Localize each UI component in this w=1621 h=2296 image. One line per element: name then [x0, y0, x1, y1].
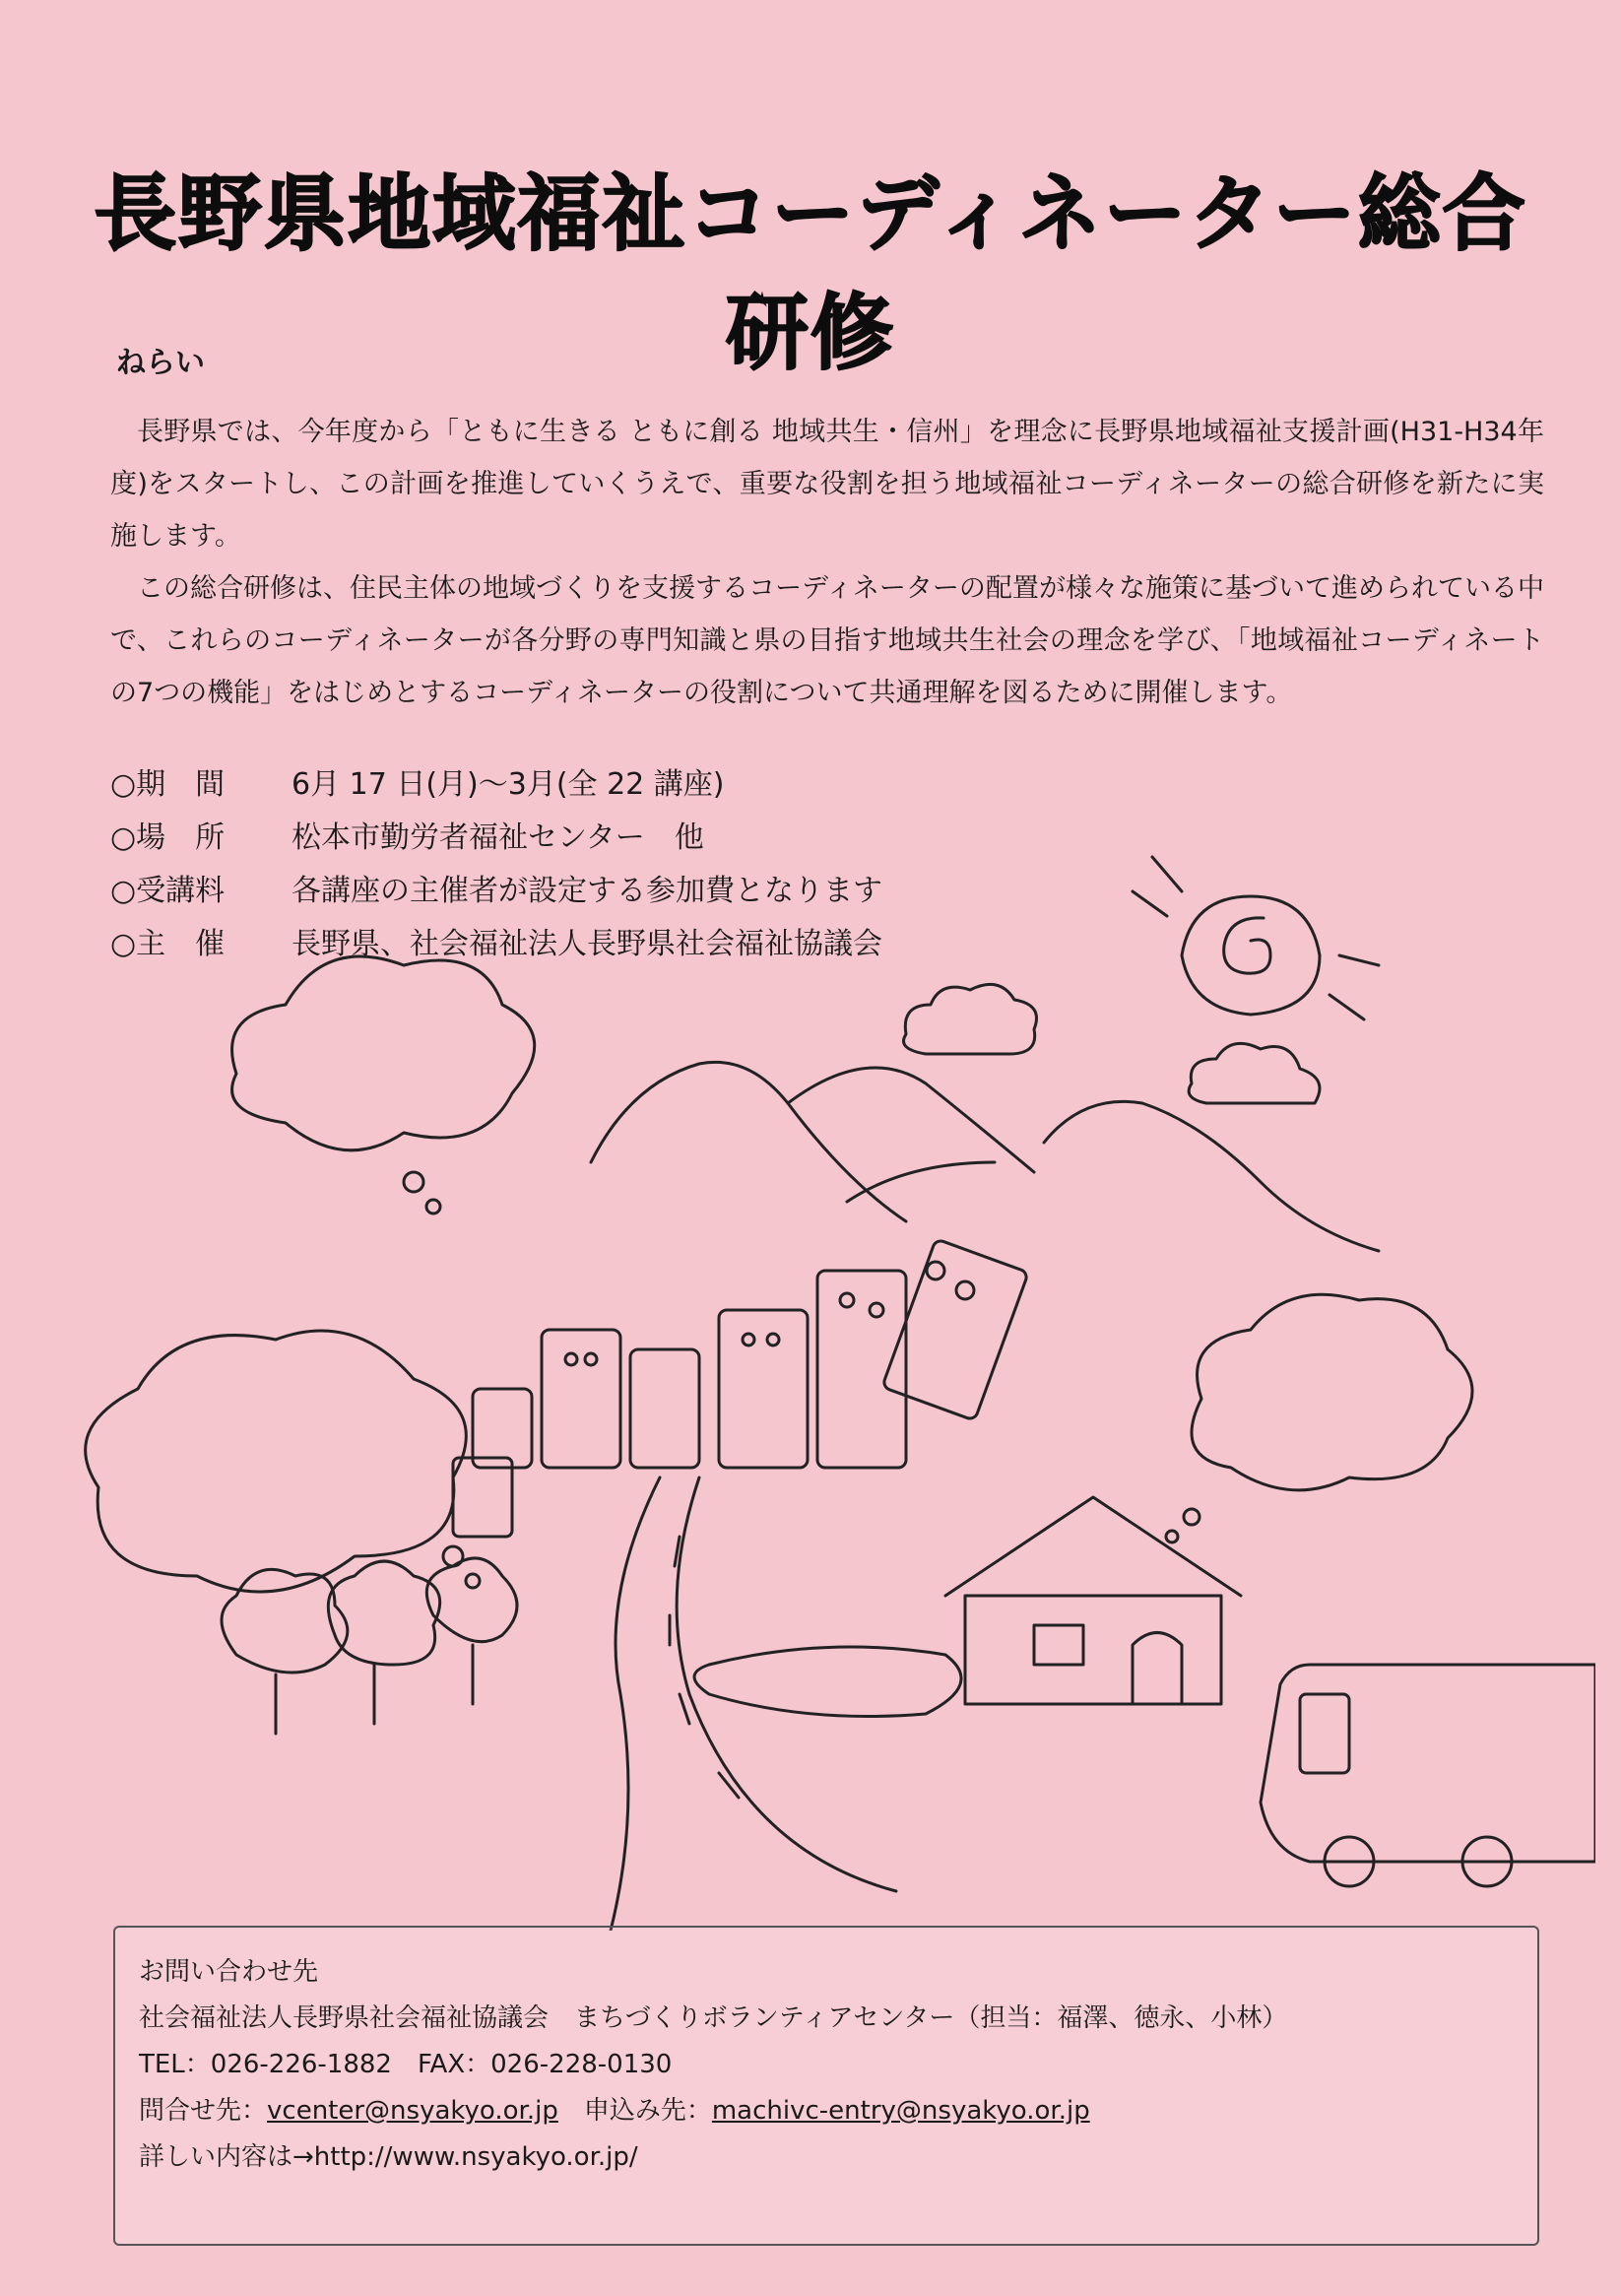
- contact-phone-fax: TEL：026-226-1882 FAX：026-228-0130: [139, 2050, 673, 2079]
- cloud-icon: [904, 984, 1321, 1103]
- intro-paragraph: この総合研修は、住民主体の地域づくりを支援するコーディネーターの配置が様々な施策に基づいて進められている中で、これらのコーディネーターが各分野の専門知識と県の目指す地域共生社会の理念を学び、「地域福祉コーディネートの7つの機能」をはじめとするコーディネーターの役割について共通理解を図るために開催します。: [110, 573, 1544, 708]
- info-label: ○主 催: [110, 927, 226, 961]
- house-icon: [945, 1497, 1241, 1704]
- apply-label: 申込み先：: [557, 2096, 712, 2126]
- info-value: 各講座の主催者が設定する参加費となります: [292, 874, 882, 908]
- details-link[interactable]: 詳しい内容は→http://www.nsyakyo.or.jp/: [139, 2142, 638, 2172]
- apply-email-link[interactable]: machivc-entry@nsyakyo.or.jp: [711, 2096, 1090, 2126]
- contact-box: [113, 1926, 1539, 2246]
- bus-icon: [1261, 1665, 1595, 1886]
- info-value: 6月 17 日(月)～3月(全 22 講座): [292, 767, 725, 802]
- intro-text: [110, 406, 1544, 719]
- info-label: ○場 所: [110, 820, 226, 855]
- inquiry-email-link[interactable]: vcenter@nsyakyo.or.jp: [267, 2096, 558, 2126]
- mountain-icon: [591, 1062, 1379, 1251]
- sun-icon: [1133, 857, 1379, 1019]
- intro-paragraph: 長野県では、今年度から「ともに生きる ともに創る 地域共生・信州」を理念に長野県地域福祉支援計画(H31-H34年度)をスタートし、この計画を推進していくうえで、重要な役割を担う地域福祉コーディネーターの総合研修を新たに実施します。: [110, 417, 1544, 552]
- hand-drawn-illustration: [39, 847, 1595, 1931]
- inquiry-label: 問合せ先：: [139, 2096, 268, 2126]
- aim-heading: ねらい: [116, 346, 205, 380]
- info-value: 長野県、社会福祉法人長野県社会福祉協議会: [292, 927, 882, 961]
- info-value: 松本市勤労者福祉センター 他: [292, 820, 704, 855]
- tree-icon: [222, 1558, 517, 1734]
- building-icon: [453, 1239, 1028, 1537]
- contact-organization: 社会福祉法人長野県社会福祉協議会 まちづくりボランティアセンター（担当：福澤、徳永、小林）: [139, 2003, 1288, 2033]
- info-row-period: [110, 758, 1194, 812]
- contact-emails: [139, 2088, 1514, 2134]
- page-title: 長野県地域福祉コーディネーター総合研修: [94, 165, 1527, 381]
- info-label: ○受講料: [110, 874, 226, 908]
- contact-heading: お問い合わせ先: [139, 1957, 319, 1987]
- info-label: ○期 間: [110, 767, 226, 802]
- thought-bubble-icon: [86, 956, 1472, 1592]
- field-icon: [694, 1647, 961, 1717]
